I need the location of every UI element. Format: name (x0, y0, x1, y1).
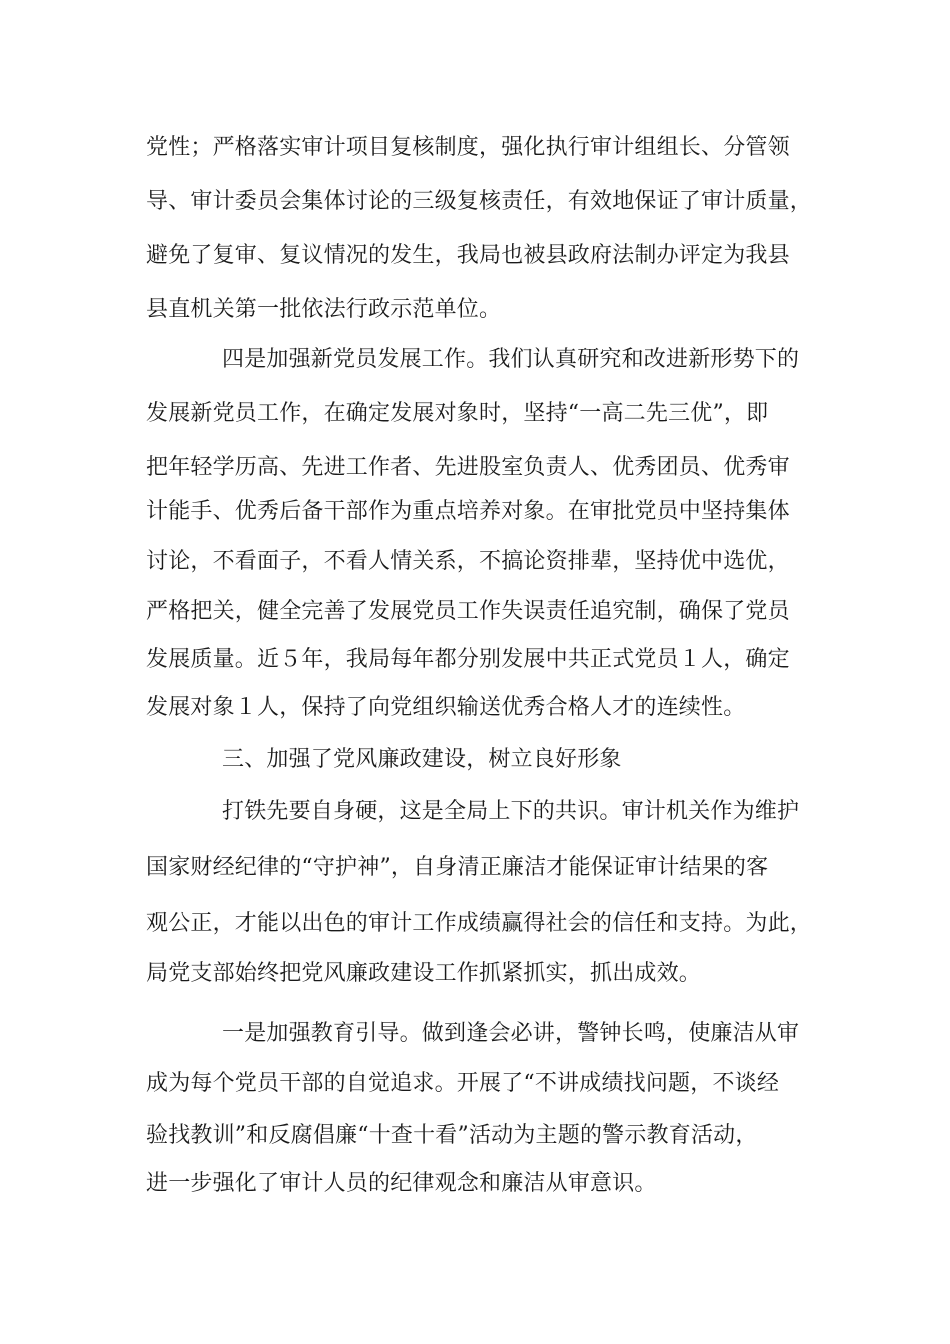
paragraph-line: 四是加强新党员发展工作。我们认真研究和改进新形势下的 (222, 347, 800, 372)
paragraph-line: 国家财经纪律的“守护神”，自身清正廉洁才能保证审计结果的客 (146, 855, 769, 880)
paragraph-line: 局党支部始终把党风廉政建设工作抓紧抓实，抓出成效。 (146, 961, 702, 986)
paragraph-line: 成为每个党员干部的自觉追求。开展了“不讲成绩找问题，不谈经 (146, 1071, 780, 1096)
paragraph-line: 发展质量。近５年，我局每年都分别发展中共正式党员１人，确定 (146, 647, 790, 672)
paragraph-line: 把年轻学历高、先进工作者、先进股室负责人、优秀团员、优秀审 (146, 455, 790, 480)
paragraph-line: 党性；严格落实审计项目复核制度，强化执行审计组组长、分管领 (146, 135, 790, 160)
paragraph-line: 严格把关，健全完善了发展党员工作失误责任追究制，确保了党员 (146, 599, 790, 624)
paragraph-line: 验找教训”和反腐倡廉“十查十看”活动为主题的警示教育活动， (146, 1123, 758, 1148)
paragraph-line: 发展对象１人，保持了向党组织输送优秀合格人才的连续性。 (146, 695, 746, 720)
paragraph-line: 进一步强化了审计人员的纪律观念和廉洁从审意识。 (146, 1171, 657, 1196)
paragraph-line: 发展新党员工作，在确定发展对象时，坚持“一高二先三优”，即 (146, 401, 769, 426)
paragraph-line: 避免了复审、复议情况的发生，我局也被县政府法制办评定为我县 (146, 243, 790, 268)
paragraph-line: 一是加强教育引导。做到逢会必讲，警钟长鸣，使廉洁从审 (222, 1021, 800, 1046)
paragraph-line: 打铁先要自身硬，这是全局上下的共识。审计机关作为维护 (222, 799, 800, 824)
paragraph-line: 计能手、优秀后备干部作为重点培养对象。在审批党员中坚持集体 (146, 499, 790, 524)
section-heading: 三、加强了党风廉政建设，树立良好形象 (222, 747, 622, 772)
paragraph-line: 导、审计委员会集体讨论的三级复核责任，有效地保证了审计质量， (146, 189, 813, 214)
paragraph-line: 县直机关第一批依法行政示范单位。 (146, 297, 502, 322)
paragraph-line: 观公正，才能以出色的审计工作成绩赢得社会的信任和支持。为此， (146, 911, 813, 936)
paragraph-line: 讨论，不看面子，不看人情关系，不搞论资排辈，坚持优中选优， (146, 549, 790, 574)
